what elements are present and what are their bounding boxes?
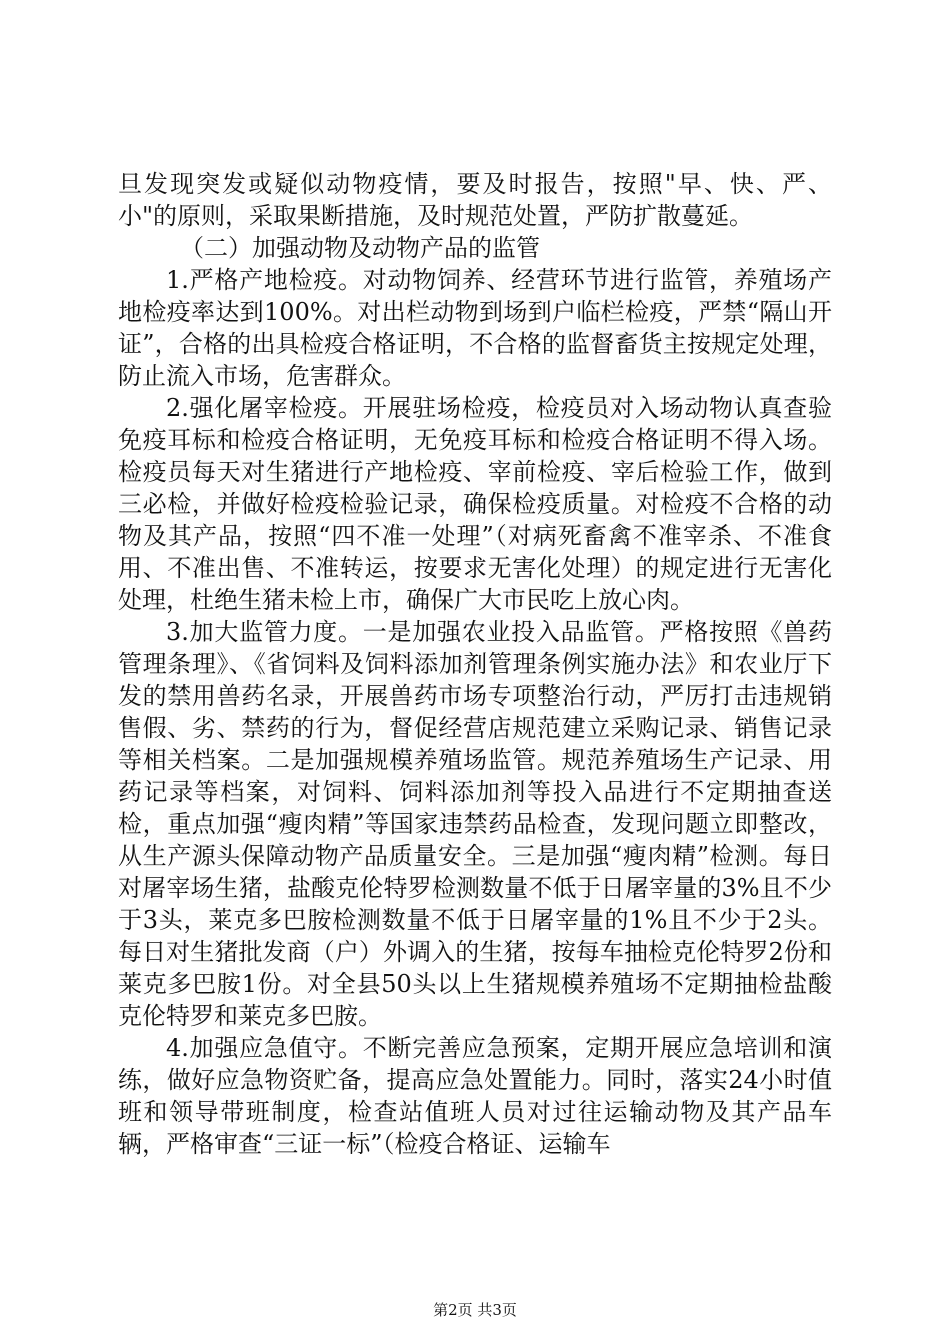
document-body <box>118 168 832 1160</box>
paragraph-supervision: 3.加大监管力度。一是加强农业投入品监管。严格按照《兽药管理条理》、《省饲料及饲料添加剂管理条例实施办法》和农业厅下发的禁用兽药名录，开展兽药市场专项整治行动，严厉打击违规销售假、劣、禁药的行为，督促经营店规范建立采购记录、销售记录等相关档案。二是加强规模养殖场监管。规范养殖场生产记录、用药记录等档案，对饲料、饲料添加剂等投入品进行不定期抽查送检，重点加强“瘦肉精”等国家违禁药品检查，发现问题立即整改，从生产源头保障动物产品质量安全。三是加强“瘦肉精”检测。每日对屠宰场生猪，盐酸克伦特罗检测数量不低于日屠宰量的3%且不少于3头，莱克多巴胺检测数量不低于日屠宰量的1%且不少于2头。每日对生猪批发商（户）外调入的生猪，按每车抽检克伦特罗2份和莱克多巴胺1份。对全县50头以上生猪规模养殖场不定期抽检盐酸克伦特罗和莱克多巴胺。 <box>118 618 832 1030</box>
paragraph-origin-quarantine: 1.严格产地检疫。对动物饲养、经营环节进行监管，养殖场产地检疫率达到100%。对出栏动物到场到户临栏检疫，严禁“隔山开证”，合格的出具检疫合格证明，不合格的监督畜货主按规定处理，防止流入市场，危害群众。 <box>118 266 832 390</box>
section-heading: （二）加强动物及动物产品的监管 <box>180 234 540 262</box>
page-number-footer: 第2页 共3页 <box>433 1301 517 1319</box>
paragraph-slaughter-quarantine: 2.强化屠宰检疫。开展驻场检疫，检疫员对入场动物认真查验免疫耳标和检疫合格证明，无免疫耳标和检疫合格证明不得入场。检疫员每天对生猪进行产地检疫、宰前检疫、宰后检验工作，做到三必检，并做好检疫检验记录，确保检疫质量。对检疫不合格的动物及其产品，按照“四不准一处理”（对病死畜禽不准宰杀、不准食用、不准出售、不准转运，按要求无害化处理）的规定进行无害化处理，杜绝生猪未检上市，确保广大市民吃上放心肉。 <box>118 394 832 614</box>
paragraph-emergency-duty: 4.加强应急值守。不断完善应急预案，定期开展应急培训和演练，做好应急物资贮备，提高应急处置能力。同时，落实24小时值班和领导带班制度，检查站值班人员对过往运输动物及其产品车辆，严格审查“三证一标”（检疫合格证、运输车 <box>118 1034 832 1158</box>
paragraph-continuation: 旦发现突发或疑似动物疫情，要及时报告，按照"早、快、严、小"的原则，采取果断措施，及时规范处置，严防扩散蔓延。 <box>118 170 832 230</box>
